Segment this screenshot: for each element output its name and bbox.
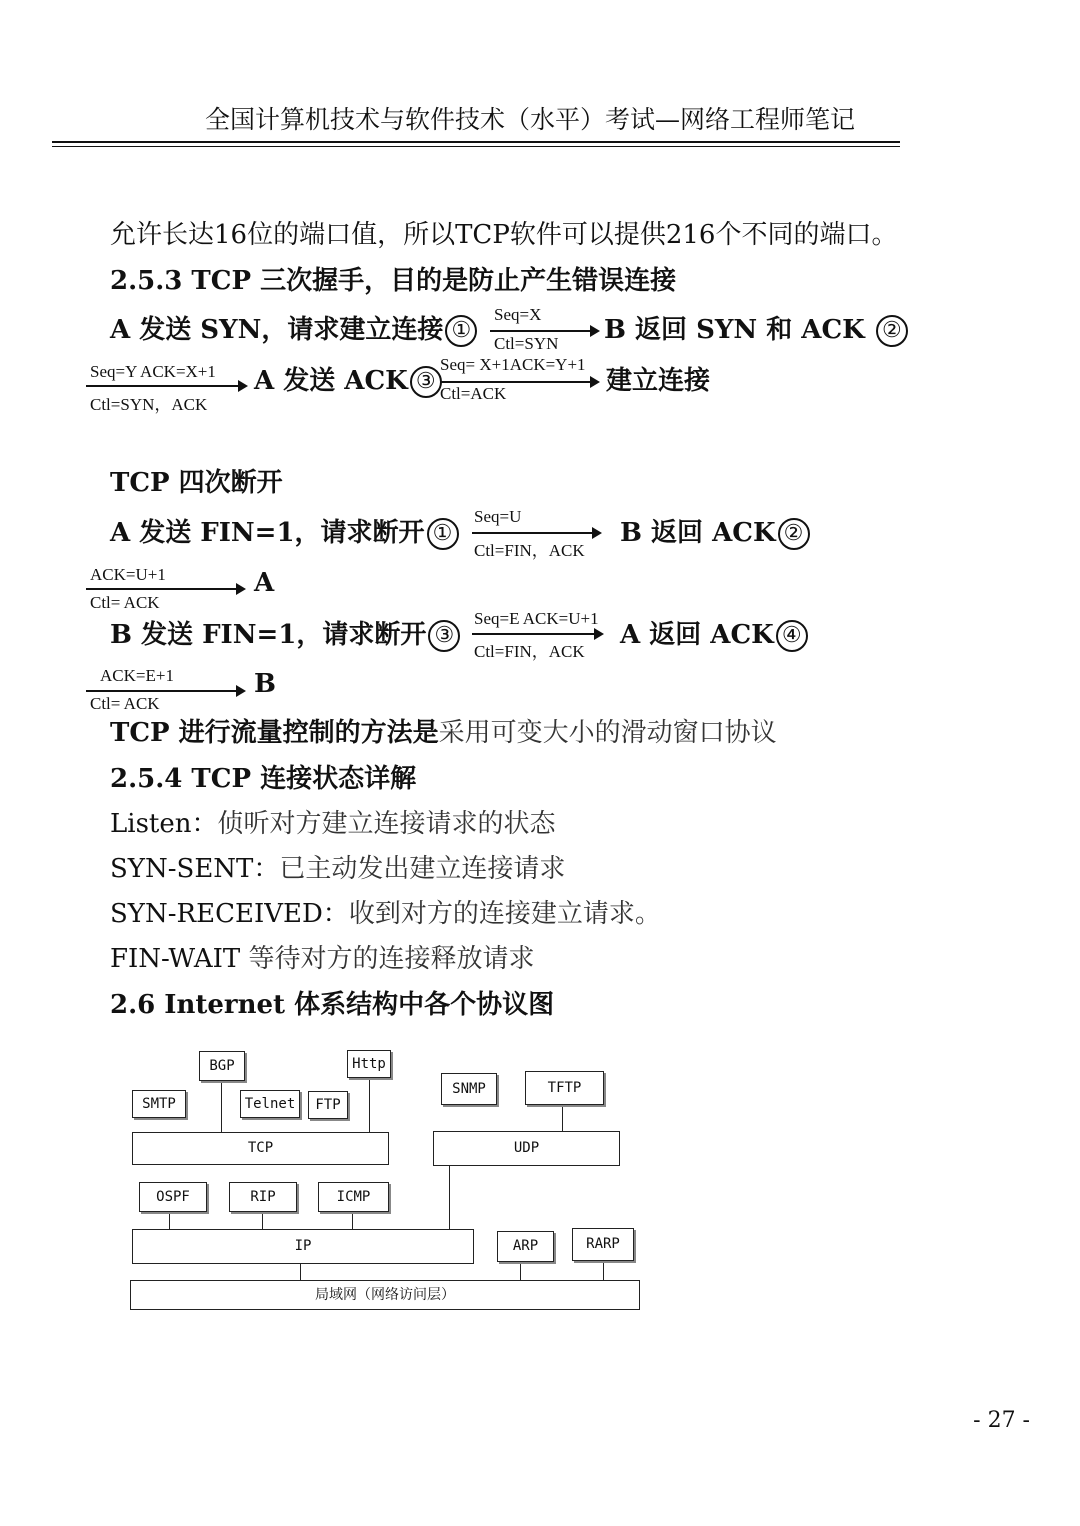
circle-num-3: ③ xyxy=(410,366,442,398)
handshake-step2-text: B 返回 SYN 和 ACK xyxy=(604,315,865,345)
fin-arrow4-bottom: Ctl= ACK xyxy=(90,694,160,713)
hs-arrow1-bottom: Ctl=SYN xyxy=(494,334,559,353)
section-2-5-4-heading: 2.5.4 TCP 连接状态详解 xyxy=(110,764,417,794)
box-icmp: ICMP xyxy=(318,1182,389,1212)
box-http: Http xyxy=(347,1050,391,1078)
circle-num-2: ② xyxy=(876,315,908,347)
fin-step4-target: B xyxy=(254,669,276,699)
line-rarp-lan xyxy=(603,1261,604,1280)
box-smtp: SMTP xyxy=(132,1090,186,1118)
box-tcp: TCP xyxy=(132,1132,389,1165)
box-bgp: BGP xyxy=(199,1051,245,1081)
state-name: SYN-RECEIVED： xyxy=(110,899,349,929)
flow-control-line xyxy=(110,712,777,749)
fin-step2-target: A xyxy=(254,568,275,598)
circle-num-4: ④ xyxy=(776,620,808,652)
circle-num-1b: ① xyxy=(427,518,459,550)
line-ip-lan xyxy=(300,1264,301,1280)
box-ip: IP xyxy=(132,1229,474,1264)
line-tftp-udp xyxy=(562,1105,563,1131)
box-tftp: TFTP xyxy=(525,1071,604,1105)
box-udp: UDP xyxy=(433,1131,620,1166)
box-lan: 局域网（网络访问层） xyxy=(130,1280,640,1310)
fin-step1 xyxy=(110,512,461,550)
line-ospf-ip xyxy=(169,1212,170,1229)
fin-step4-text: A 返回 ACK xyxy=(620,620,774,650)
section-2-6-heading: 2.6 Internet 体系结构中各个协议图 xyxy=(110,990,555,1020)
section-2-5-3-heading: 2.5.3 TCP 三次握手，目的是防止产生错误连接 xyxy=(110,266,677,296)
handshake-step1 xyxy=(110,309,479,347)
fin-arrow1 xyxy=(472,532,600,534)
state-name: Listen： xyxy=(110,809,218,839)
state-desc: 侦听对方建立连接请求的状态 xyxy=(217,809,556,839)
fin-arrow2-top: ACK=U+1 xyxy=(90,565,166,584)
fin-step2-text: B 返回 ACK xyxy=(620,518,776,548)
hs-arrow3-top: Seq= X+1ACK=Y+1 xyxy=(440,355,586,374)
line-udp-ip xyxy=(449,1165,450,1229)
circle-num-2b: ② xyxy=(778,518,810,550)
hs-arrow3 xyxy=(440,381,598,383)
box-ftp: FTP xyxy=(308,1091,348,1119)
hs-arrow3-bottom: Ctl=ACK xyxy=(440,384,507,403)
line-http-tcp xyxy=(369,1078,370,1132)
hs-arrow1 xyxy=(490,330,598,332)
fin-arrow2-bottom: Ctl= ACK xyxy=(90,593,160,612)
box-telnet: Telnet xyxy=(240,1090,300,1118)
fin-arrow3 xyxy=(472,633,602,635)
state-syn-sent xyxy=(110,848,565,885)
box-rarp: RARP xyxy=(572,1228,634,1261)
circle-num-1: ① xyxy=(445,315,477,347)
box-arp: ARP xyxy=(497,1231,554,1262)
handshake-step1-text: A 发送 SYN，请求建立连接 xyxy=(110,315,444,345)
header-rule-thin xyxy=(52,146,900,147)
circle-num-3b: ③ xyxy=(428,620,460,652)
flow-control-label: TCP 进行流量控制的方法是 xyxy=(110,718,439,748)
box-rip: RIP xyxy=(229,1182,297,1212)
fin-arrow4-top: ACK=E+1 xyxy=(100,666,174,685)
fin-arrow4 xyxy=(86,690,244,692)
fin-arrow3-bottom: Ctl=FIN，ACK xyxy=(474,642,585,661)
state-listen xyxy=(110,803,556,840)
handshake-step3-text: A 发送 ACK xyxy=(254,366,408,396)
hs-arrow2 xyxy=(86,385,246,387)
fin-arrow1-top: Seq=U xyxy=(474,507,522,526)
state-name: FIN-WAIT xyxy=(110,944,249,974)
page-number: - 27 - xyxy=(973,1408,1030,1433)
state-fin-wait xyxy=(110,938,535,975)
page-header-title: 全国计算机技术与软件技术（水平）考试—网络工程师笔记 xyxy=(204,105,855,134)
line-arp-lan xyxy=(520,1262,521,1280)
flow-control-answer: 采用可变大小的滑动窗口协议 xyxy=(438,718,777,748)
fin-arrow3-top: Seq=E ACK=U+1 xyxy=(474,609,599,628)
fin-step2 xyxy=(620,512,812,550)
fin-step3-text: B 发送 FIN=1，请求断开 xyxy=(110,620,427,650)
four-way-title: TCP 四次断开 xyxy=(110,468,283,498)
box-ospf: OSPF xyxy=(139,1182,207,1212)
box-snmp: SNMP xyxy=(441,1073,497,1105)
fin-step1-text: A 发送 FIN=1，请求断开 xyxy=(110,518,425,548)
fin-step3 xyxy=(110,614,462,652)
hs-arrow1-top: Seq=X xyxy=(494,305,542,324)
line-bgp-tcp xyxy=(221,1080,222,1132)
hs-arrow2-bottom: Ctl=SYN，ACK xyxy=(90,395,208,414)
hs-arrow2-top: Seq=Y ACK=X+1 xyxy=(90,362,216,381)
header-rule-thick xyxy=(52,141,900,143)
handshake-established: 建立连接 xyxy=(606,366,711,396)
state-name: SYN-SENT： xyxy=(110,854,280,884)
fin-step4 xyxy=(620,614,810,652)
state-syn-received xyxy=(110,893,661,930)
state-desc: 已主动发出建立连接请求 xyxy=(279,854,566,884)
state-desc: 收到对方的连接建立请求。 xyxy=(348,899,661,929)
state-desc: 等待对方的连接释放请求 xyxy=(248,944,535,974)
line-icmp-ip xyxy=(352,1212,353,1229)
line-rip-ip xyxy=(262,1212,263,1229)
fin-arrow2 xyxy=(86,588,244,590)
port-paragraph: 允许长达16位的端口值，所以TCP软件可以提供216个不同的端口。 xyxy=(110,220,898,250)
handshake-step3 xyxy=(254,360,444,398)
handshake-step2 xyxy=(604,309,910,347)
fin-arrow1-bottom: Ctl=FIN，ACK xyxy=(474,541,585,560)
